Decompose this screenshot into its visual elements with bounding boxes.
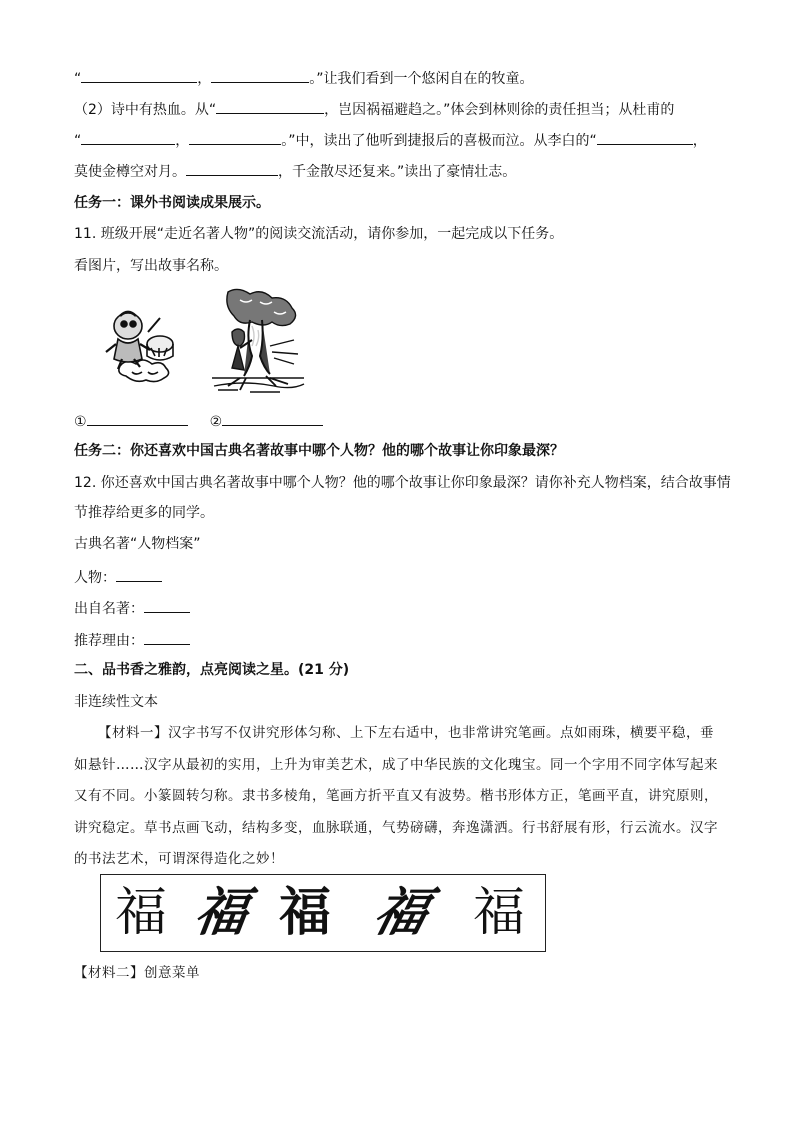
question-12-line-1: 12. 你还喜欢中国古典名著故事中哪个人物？他的哪个故事让你印象最深？请你补充人物档案，结合故事情 [74, 475, 731, 491]
blank-7[interactable] [186, 161, 278, 176]
material1-line-2: 如悬针……汉字从最初的实用，上升为审美艺术，成了中华民族的文化瑰宝。同一个字用不同字体写起来 [74, 757, 718, 773]
poem-line-1 [74, 68, 534, 89]
line-text: （2）诗中有热血。从“ [74, 102, 217, 118]
answer-label-1: ① [74, 414, 87, 430]
story-picture-1 [96, 284, 186, 394]
picture-instruction: 看图片，写出故事名称。 [74, 258, 228, 274]
question-12-line-2: 节推荐给更多的同学。 [74, 505, 214, 521]
quote-open: “ [74, 71, 82, 87]
calligraphy-clerical-script: 福 [473, 883, 526, 943]
section2-heading: 二、品书香之雅韵，点亮阅读之星。(21 分) [74, 662, 350, 678]
calligraphy-cursive-script: 福 [190, 882, 252, 943]
reason-blank[interactable] [144, 630, 190, 645]
field-reason [74, 630, 190, 651]
book-blank[interactable] [144, 598, 190, 613]
field-label: 推荐理由： [74, 633, 144, 649]
task2-heading: 任务二：你还喜欢中国古典名著故事中哪个人物？他的哪个故事让你印象最深？ [74, 443, 564, 459]
blank-5[interactable] [189, 130, 281, 145]
material1-line-4: 讲究稳定。草书点画飞动，结构多变，血脉联通，气势磅礴，奔逸潇洒。行书舒展有形，行云流水。汉字 [74, 820, 718, 836]
calligraphy-running-script: 福 [367, 882, 435, 943]
calligraphy-box [100, 874, 546, 952]
section2-subheading: 非连续性文本 [74, 694, 158, 710]
calligraphy-seal-script: 福 [115, 883, 166, 943]
blank-6[interactable] [597, 130, 693, 145]
blank-1[interactable] [81, 68, 197, 83]
separator: ， [197, 71, 212, 87]
field-label: 人物： [74, 570, 116, 586]
picture-answers [74, 411, 323, 432]
poem-line-4 [74, 161, 516, 182]
line-text: ，千金散尽还复来。”读出了豪情壮志。 [278, 164, 517, 180]
poem-line-2 [74, 99, 674, 120]
quote-open: “ [74, 133, 82, 149]
archive-title: 古典名著“人物档案” [74, 536, 201, 552]
line-text: 。”让我们看到一个悠闲自在的牧童。 [309, 71, 534, 87]
separator: ， [175, 133, 190, 149]
line-text: 。”中，读出了他听到捷报后的喜极而泣。从李白的“ [281, 133, 597, 149]
person-blank[interactable] [116, 567, 162, 582]
blank-4[interactable] [81, 130, 175, 145]
line-text: 莫使金樽空对月。 [74, 164, 186, 180]
story-picture-2 [210, 286, 306, 394]
poem-line-3 [74, 130, 707, 151]
task1-heading: 任务一：课外书阅读成果展示。 [74, 195, 270, 211]
line-text: ，岂因祸福避趋之。”体会到林则徐的责任担当；从杜甫的 [324, 102, 675, 118]
question-11: 11. 班级开展“走近名著人物”的阅读交流活动，请你参加，一起完成以下任务。 [74, 226, 564, 242]
field-label: 出自名著： [74, 601, 144, 617]
material2-heading: 【材料二】创意菜单 [74, 965, 200, 981]
answer-blank-2[interactable] [222, 411, 323, 426]
blank-2[interactable] [211, 68, 309, 83]
blank-3[interactable] [216, 99, 324, 114]
answer-label-2: ② [209, 414, 223, 430]
material1-line-5: 的书法艺术，可谓深得造化之妙！ [74, 851, 284, 867]
material1-line-3: 又有不同。小篆圆转匀称。隶书多棱角，笔画方折平直又有波势。楷书形体方正，笔画平直，讲究原则， [74, 788, 718, 804]
material1-line-1: 【材料一】汉字书写不仅讲究形体匀称、上下左右适中，也非常讲究笔画。点如雨珠，横要平稳，垂 [98, 725, 714, 741]
separator: ， [692, 133, 707, 149]
calligraphy-regular-script: 福 [279, 883, 332, 943]
field-person [74, 567, 162, 588]
answer-blank-1[interactable] [87, 411, 188, 426]
field-book [74, 598, 190, 619]
